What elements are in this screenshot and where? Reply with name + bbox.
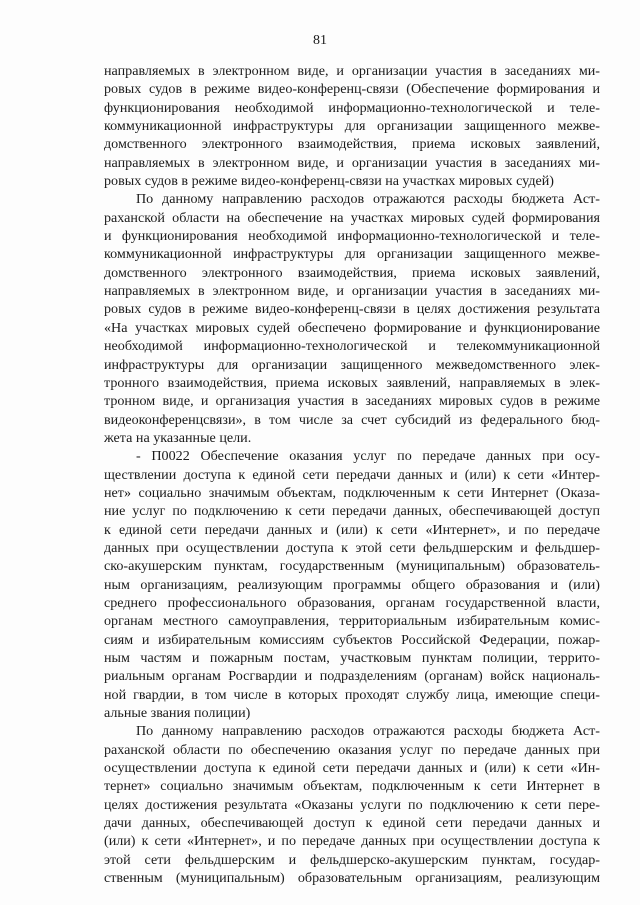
text-line: среднего профессионального образования, органам государственной власти,	[104, 594, 600, 611]
text-line: осуществлении доступа к единой сети передачи данных и (или) к сети «Ин-	[104, 760, 600, 777]
text-line: коммуникационной инфраструктуры для организации защищенного межве-	[104, 246, 600, 263]
text-line: направляемых в электронном виде, и организации участия в заседаниях ми-	[104, 283, 600, 300]
paragraph-first-line: - П0022 Обеспечение оказания услуг по передаче данных при осу-	[136, 448, 600, 465]
paragraph-first-line: По данному направлению расходов отражаются расходы бюджета Аст-	[136, 723, 600, 740]
text-line: жета на указанные цели.	[104, 429, 252, 446]
text-line: функционирования необходимой информационно-технологической и теле-	[104, 99, 600, 116]
text-line: ным организациям, реализующим программы общего образования и (или)	[104, 576, 600, 593]
text-line: тернет» социально значимым объектам, подключенным к сети Интернет в	[104, 778, 600, 795]
text-line: домственного электронного взаимодействия, приема исковых заявлений,	[104, 136, 600, 153]
text-line: раханской области по обеспечению оказания услуг по передаче данных при	[104, 741, 600, 758]
text-line: тронного взаимодействия, приема исковых заявлений, направляемых в элек-	[104, 374, 600, 391]
text-line: направляемых в электронном виде, и организации участия в заседаниях ми-	[104, 63, 600, 79]
text-line: домственного электронного взаимодействия, приема исковых заявлений,	[104, 264, 600, 281]
text-line: сиям и избирательным комиссиям субъектов Российской Федерации, пожар-	[104, 631, 600, 648]
text-line: риальным органам Росгвардии и подразделениям (органам) войск националь-	[104, 668, 600, 685]
text-line: ние услуг по подключению к сети передачи данных, обеспечивающей доступ	[104, 503, 600, 520]
text-line: и функционирования необходимой информационно-технологической и теле-	[104, 228, 600, 245]
text-line: ществлении доступа к единой сети передачи данных и (или) к сети «Интер-	[104, 466, 600, 483]
body-text	[104, 62, 600, 887]
text-line: инфраструктуры для организации защищенного межведомственного элек-	[104, 356, 600, 373]
text-line: альные звания полиции)	[104, 705, 251, 722]
text-line: этой сети фельдшерским и фельдшерско-акушерским пунктам, государ-	[104, 851, 600, 868]
text-line: тронном виде, и организация участия в заседаниях мировых судов в режиме	[104, 393, 600, 410]
text-line: ным частям и пожарным постам, участковым пунктам полиции, террито-	[104, 650, 600, 666]
text-line: к единой сети передачи данных и (или) к сети «Интернет», и по передаче	[104, 521, 600, 538]
text-line: ровых судов в режиме видео-конференц-связи в целях достижения результата	[104, 301, 600, 318]
text-line: «На участках мировых судей обеспечено формирование и функционирование	[104, 319, 600, 336]
text-line: ровых судов в режиме видео-конференц-связи на участках мировых судей)	[104, 173, 554, 190]
text-line: видеоконференцсвязи», в том числе за счет субсидий из федерального бюд-	[104, 411, 600, 428]
text-line: раханской области на обеспечение на участках мировых судей формирования	[104, 209, 600, 226]
text-line: органам местного самоуправления, территориальным избирательным комис-	[104, 613, 600, 630]
text-line: ско-акушерским пунктам, государственным (муниципальным) образователь-	[104, 558, 600, 575]
page-number: 81	[313, 33, 327, 48]
text-line: ной гвардии, в том числе в которых проходят службу лица, имеющие специ-	[104, 686, 600, 703]
text-line: нет» социально значимым объектам, подключенным к сети Интернет (Оказа-	[104, 484, 600, 501]
text-line: направляемых в электронном виде, и организации участия в заседаниях ми-	[104, 154, 600, 171]
text-line: необходимой информационно-технологической и телекоммуникационной	[104, 338, 600, 355]
text-line: коммуникационной инфраструктуры для организации защищенного межве-	[104, 118, 600, 135]
text-line: целях достижения результата «Оказаны услуги по подключению к сети пере-	[104, 796, 600, 813]
text-line: (или) к сети «Интернет», и по передаче данных при осуществлении доступа к	[104, 833, 600, 850]
text-line: данных при осуществлении доступа к этой сети фельдшерским и фельдшер-	[104, 539, 600, 556]
text-line: ровых судов в режиме видео-конференц-связи (Обеспечение формирования и	[104, 81, 600, 98]
paragraph-first-line: По данному направлению расходов отражаются расходы бюджета Аст-	[136, 191, 600, 208]
text-line: ственным (муниципальным) образовательным организациям, реализующим	[104, 870, 600, 887]
text-line: дачи данных, обеспечивающей доступ к единой сети передачи данных и	[104, 815, 600, 832]
